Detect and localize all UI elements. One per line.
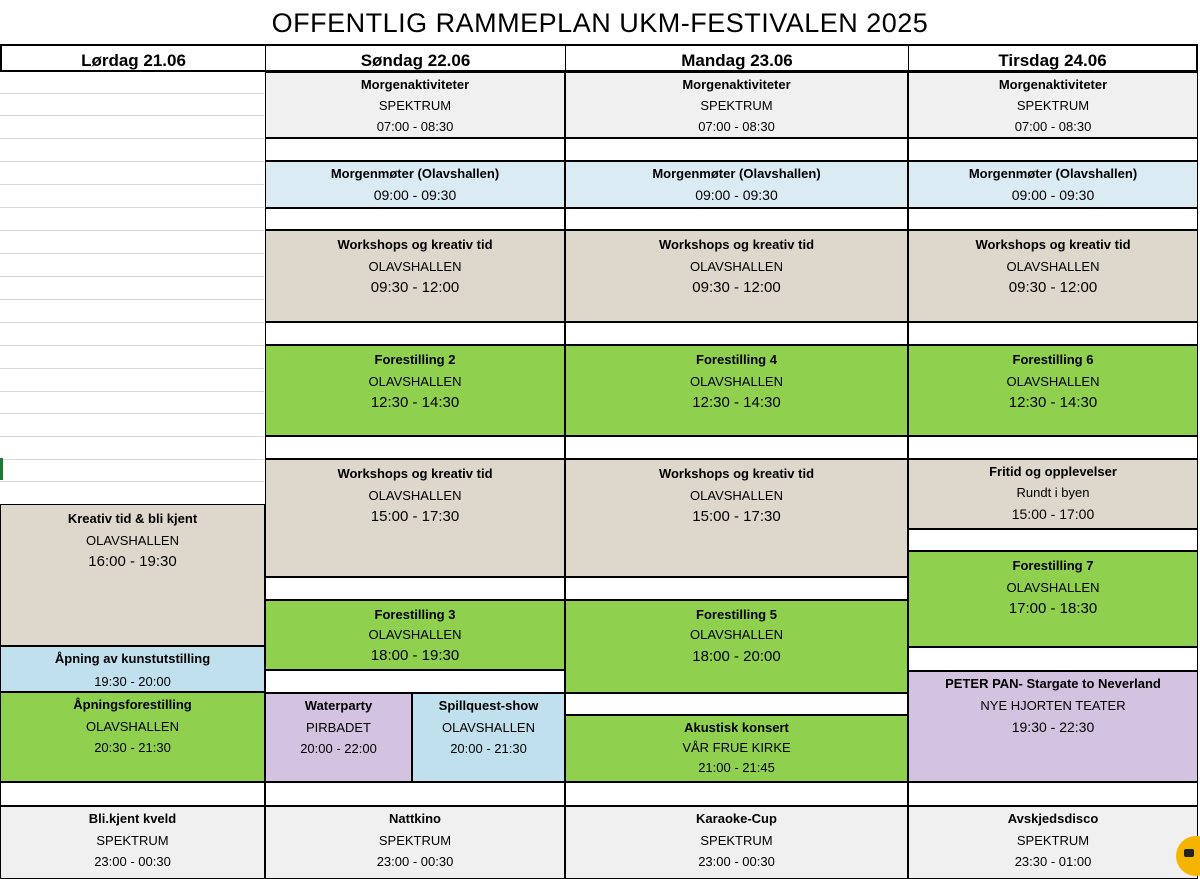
- event-time: 09:00 - 09:30: [1011, 187, 1095, 203]
- event-time: 12:30 - 14:30: [692, 394, 781, 411]
- event-time: 18:00 - 20:00: [692, 648, 781, 665]
- empty-slot: [265, 436, 565, 459]
- empty-slot: [565, 577, 908, 600]
- empty-slot: [265, 138, 565, 161]
- event-venue: OLAVSHALLEN: [690, 374, 783, 389]
- empty-slot: [565, 208, 908, 230]
- event-sun-morning: [265, 72, 565, 138]
- event-title: Åpning av kunstutstilling: [54, 651, 211, 666]
- event-venue: OLAVSHALLEN: [86, 719, 179, 734]
- event-title: Nattkino: [389, 811, 441, 826]
- event-time: 18:00 - 19:30: [370, 647, 460, 664]
- event-mon-morning: [565, 72, 908, 138]
- grid-row-line: [0, 184, 264, 185]
- empty-slot: [565, 782, 908, 806]
- event-title: Workshops og kreativ tid: [658, 237, 815, 252]
- event-time: 12:30 - 14:30: [370, 394, 460, 411]
- event-venue: OLAVSHALLEN: [86, 533, 179, 548]
- grid-row-line: [0, 253, 264, 254]
- selected-row-indicator: [0, 458, 3, 480]
- event-title: Bli.kjent kveld: [88, 811, 177, 826]
- event-tue-ws1: [908, 230, 1198, 322]
- event-venue: SPEKTRUM: [378, 98, 452, 113]
- event-tue-morning: [908, 72, 1198, 138]
- event-sun-water: [265, 693, 412, 782]
- event-time: 19:30 - 20:00: [94, 674, 171, 689]
- event-title: Morgenmøter (Olavshallen): [968, 166, 1138, 181]
- grid-row-line: [0, 93, 264, 94]
- event-mon-show4: [565, 345, 908, 436]
- event-mon-night: [565, 806, 908, 879]
- event-time: 09:30 - 12:00: [370, 279, 460, 296]
- empty-slot: [265, 670, 565, 693]
- event-venue: NYE HJORTEN TEATER: [980, 698, 1126, 713]
- grid-row-line: [0, 276, 264, 277]
- event-tue-night: [908, 806, 1198, 879]
- event-venue: OLAVSHALLEN: [690, 627, 783, 642]
- grid-row-line: [0, 138, 264, 139]
- event-sat-exhibit: [0, 646, 265, 692]
- event-time: 09:00 - 09:30: [373, 187, 457, 203]
- event-time: 07:00 - 08:30: [376, 119, 454, 134]
- event-title: Åpningsforestilling: [73, 697, 192, 712]
- grid-row-line: [0, 391, 264, 392]
- event-sun-ws2: [265, 459, 565, 577]
- event-mon-meeting: [565, 161, 908, 208]
- day-header-monday: Mandag 23.06: [565, 44, 908, 72]
- event-title: Forestilling 5: [696, 607, 777, 622]
- event-venue: SPEKTRUM: [96, 833, 169, 848]
- event-title: Spillquest-show: [438, 698, 539, 713]
- event-title: Forestilling 4: [696, 352, 777, 367]
- event-venue: OLAVSHALLEN: [368, 259, 462, 274]
- event-title: Akustisk konsert: [684, 720, 789, 735]
- event-title: Workshops og kreativ tid: [337, 237, 493, 252]
- event-title: Workshops og kreativ tid: [337, 466, 493, 481]
- event-title: Karaoke-Cup: [696, 811, 777, 826]
- event-sun-night: [265, 806, 565, 879]
- grid-row-line: [0, 436, 264, 437]
- event-title: Kreativ tid & bli kjent: [67, 511, 198, 526]
- event-title: PETER PAN- Stargate to Neverland: [945, 676, 1161, 691]
- event-time: 23:30 - 01:00: [1014, 854, 1092, 869]
- event-sun-meeting: [265, 161, 565, 208]
- grid-row-line: [0, 115, 264, 116]
- event-venue: SPEKTRUM: [378, 833, 452, 848]
- event-sat-night: [0, 806, 265, 879]
- event-time: 07:00 - 08:30: [698, 119, 775, 134]
- event-time: 20:00 - 22:00: [300, 741, 377, 756]
- event-time: 15:00 - 17:00: [1011, 506, 1095, 522]
- empty-slot: [908, 529, 1198, 551]
- event-sat-opening: [0, 692, 265, 782]
- page-title: OFFENTLIG RAMMEPLAN UKM-FESTIVALEN 2025: [271, 8, 929, 38]
- event-sun-spill: [412, 693, 565, 782]
- event-time: 21:00 - 21:45: [698, 760, 775, 775]
- event-time: 19:30 - 22:30: [1011, 719, 1095, 735]
- event-title: Morgenaktiviteter: [360, 77, 470, 92]
- event-venue: OLAVSHALLEN: [368, 627, 462, 642]
- empty-slot: [565, 138, 908, 161]
- grid-row-line: [0, 345, 264, 346]
- day-header-sunday: Søndag 22.06: [265, 44, 565, 72]
- event-sun-ws1: [265, 230, 565, 322]
- event-tue-free: [908, 459, 1198, 529]
- event-time: 15:00 - 17:30: [692, 508, 781, 525]
- event-title: Forestilling 2: [374, 352, 456, 367]
- event-sun-show2: [265, 345, 565, 436]
- event-tue-show6: [908, 345, 1198, 436]
- event-title: Waterparty: [304, 698, 373, 713]
- event-sun-show3: [265, 600, 565, 670]
- event-title: Fritid og opplevelser: [989, 464, 1117, 479]
- empty-slot: [265, 577, 565, 600]
- empty-slot: [265, 208, 565, 230]
- empty-slot: [908, 208, 1198, 230]
- empty-slot: [265, 782, 565, 806]
- grid-row-line: [0, 299, 264, 300]
- empty-slot: [908, 436, 1198, 459]
- event-tue-meeting: [908, 161, 1198, 208]
- event-venue: OLAVSHALLEN: [442, 720, 535, 735]
- event-venue: SPEKTRUM: [700, 98, 773, 113]
- event-title: Forestilling 3: [374, 607, 456, 622]
- grid-row-line: [0, 322, 264, 323]
- event-sat-creative: [0, 504, 265, 646]
- event-mon-ws2: [565, 459, 908, 577]
- grid-row-line: [0, 413, 264, 414]
- empty-slot: [265, 322, 565, 345]
- event-title: Morgenmøter (Olavshallen): [330, 166, 500, 181]
- event-time: 16:00 - 19:30: [88, 553, 177, 570]
- event-time: 09:30 - 12:00: [692, 279, 781, 296]
- event-time: 09:30 - 12:00: [1008, 279, 1098, 296]
- event-mon-ws1: [565, 230, 908, 322]
- event-title: Forestilling 6: [1012, 352, 1094, 367]
- empty-slot: [565, 436, 908, 459]
- event-time: 12:30 - 14:30: [1008, 394, 1098, 411]
- event-venue: PIRBADET: [305, 720, 371, 735]
- event-tue-show7: [908, 551, 1198, 647]
- event-venue: SPEKTRUM: [1016, 98, 1090, 113]
- grid-row-line: [0, 481, 264, 482]
- event-title: Forestilling 7: [1012, 558, 1094, 573]
- empty-slot: [0, 782, 265, 806]
- day-header-saturday: Lørdag 21.06: [0, 44, 265, 72]
- event-title: Morgenmøter (Olavshallen): [652, 166, 821, 181]
- event-time: 20:30 - 21:30: [94, 740, 171, 755]
- event-venue: Rundt i byen: [1016, 485, 1090, 500]
- event-venue: VÅR FRUE KIRKE: [682, 740, 791, 755]
- grid-row-line: [0, 161, 264, 162]
- empty-slot: [908, 647, 1198, 671]
- event-venue: SPEKTRUM: [1016, 833, 1090, 848]
- event-venue: OLAVSHALLEN: [1006, 374, 1100, 389]
- event-venue: OLAVSHALLEN: [690, 488, 783, 503]
- empty-slot: [908, 322, 1198, 345]
- event-time: 17:00 - 18:30: [1008, 600, 1098, 617]
- event-title: Workshops og kreativ tid: [975, 237, 1131, 252]
- event-venue: OLAVSHALLEN: [690, 259, 783, 274]
- event-title: Morgenaktiviteter: [682, 77, 791, 92]
- event-time: 07:00 - 08:30: [1014, 119, 1092, 134]
- event-venue: OLAVSHALLEN: [1006, 259, 1100, 274]
- event-time: 09:00 - 09:30: [695, 187, 778, 203]
- day-header-tuesday: Tirsdag 24.06: [908, 44, 1198, 72]
- event-venue: OLAVSHALLEN: [368, 488, 462, 503]
- event-time: 15:00 - 17:30: [370, 508, 460, 525]
- empty-slot: [565, 693, 908, 715]
- event-venue: SPEKTRUM: [700, 833, 773, 848]
- empty-slot: [908, 138, 1198, 161]
- event-title: Morgenaktiviteter: [998, 77, 1108, 92]
- event-time: 23:00 - 00:30: [376, 854, 454, 869]
- event-time: 23:00 - 00:30: [698, 854, 775, 869]
- grid-row-line: [0, 368, 264, 369]
- event-venue: OLAVSHALLEN: [368, 374, 462, 389]
- event-tue-peterpan: [908, 671, 1198, 782]
- event-title: Workshops og kreativ tid: [658, 466, 815, 481]
- event-mon-concert: [565, 715, 908, 782]
- event-mon-show5: [565, 600, 908, 693]
- event-time: 23:00 - 00:30: [94, 854, 171, 869]
- empty-slot: [908, 782, 1198, 806]
- grid-row-line: [0, 207, 264, 208]
- grid-row-line: [0, 230, 264, 231]
- event-venue: OLAVSHALLEN: [1006, 580, 1100, 595]
- event-time: 20:00 - 21:30: [450, 741, 527, 756]
- empty-slot: [565, 322, 908, 345]
- grid-row-line: [0, 459, 264, 460]
- event-title: Avskjedsdisco: [1007, 811, 1099, 826]
